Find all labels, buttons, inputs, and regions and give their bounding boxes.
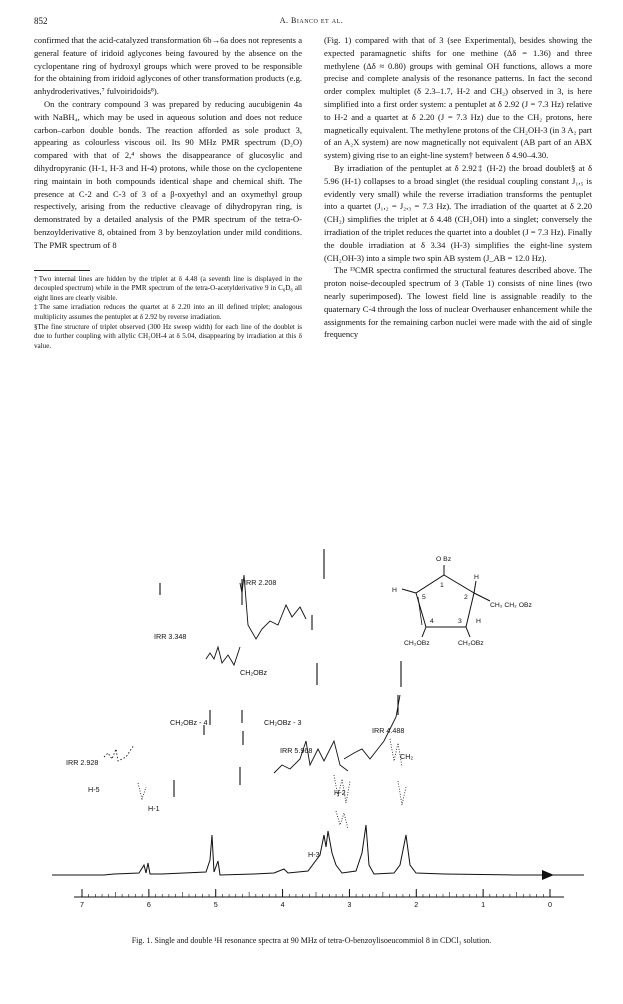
chemical-structure <box>392 556 533 647</box>
label-h2: H-2 <box>334 788 346 797</box>
right-paragraph-1: (Fig. 1) compared with that of 3 (see Experimental), besides showing the expected paramagnetic shifts for one methine (Δδ = 1.36) and three methylene (Δδ ≈ 0.80) groups with geminal OH functions, allows a more precise and complete analysis of the resonance patterns. In fact the second order complex multiplet (δ 2.3–1.7, H-2 and CH₂) observed in 3, is here simplified into a first order system: a pentuplet at δ 2.92 (J = 7.3 Hz) relative to H-2 and a quartet at δ 2.20 (J = 7.3 Hz) due to the CH₂ protons, here magnetically equivalent. The methylene protons of the CH₂OH-3 (in 3 A₂ part of an A₂X system) are now magnetically not equivalent (AB part of an ABX system) giving rise to an eight-line system† between δ 4.90–4.30. <box>324 35 592 161</box>
struct-h-3: H <box>476 618 481 625</box>
struct-n2: 2 <box>464 594 468 601</box>
axis-tick-label: 1 <box>481 900 486 909</box>
label-ch2obz: CH₂OBz <box>240 668 268 677</box>
label-irr-2208: IRR 2.208 <box>244 578 277 587</box>
struct-h-right: H <box>474 574 479 581</box>
label-h3: H-3 <box>308 850 320 859</box>
axis-tick-label: 2 <box>414 900 419 909</box>
figure-caption: Fig. 1. Single and double ¹H resonance spectra at 90 MHz of tetra-O-benzoylisoeucommiol 8 in CDCl₃ solution. <box>131 936 492 945</box>
irr-2928-trace <box>104 745 134 761</box>
footnote-3: §The fine structure of triplet observed (300 Hz sweep width) for each line of the doublet is due to further coupling with allylic CH₂OH-4 at δ 5.04, disappearing by irradiation at this δ value. <box>34 322 302 350</box>
struct-n4: 4 <box>430 618 434 625</box>
struct-obz-top: O Bz <box>436 556 452 563</box>
label-h1: H-1 <box>148 804 160 813</box>
footnotes <box>34 275 302 352</box>
label-ch2obz-3: CH₂OBz - 3 <box>264 718 302 727</box>
bond-side-chain <box>474 593 490 601</box>
struct-sub-4: CH₂OBz <box>404 640 430 647</box>
axis-tick-label: 0 <box>548 900 552 909</box>
irr-3348-trace <box>206 647 240 665</box>
axis-tick-label: 3 <box>347 900 352 909</box>
struct-n3: 3 <box>458 618 462 625</box>
bond-h-right <box>474 581 476 593</box>
struct-sub-3: CH₂OBz <box>458 640 484 647</box>
axis-tick-label: 6 <box>146 900 151 909</box>
label-h5: H-5 <box>88 785 100 794</box>
label-irr-2928: IRR 2.928 <box>66 758 99 767</box>
label-irr-3348: IRR 3.348 <box>154 632 187 641</box>
label-irr-5968: IRR 5.968 <box>280 746 313 755</box>
cyclopentene-ring <box>416 575 474 627</box>
nmr-spectrum-svg <box>44 535 584 930</box>
footnote-rule <box>34 270 90 271</box>
bond-h-left <box>402 589 416 593</box>
bond-c4-sub <box>422 627 426 637</box>
label-ch2: CH₂ <box>400 752 414 761</box>
label-irr-4488: IRR 4.488 <box>372 726 405 735</box>
axis-tick-label: 5 <box>213 900 218 909</box>
right-column <box>324 34 592 341</box>
running-head: A. Bianco et al. <box>279 16 344 25</box>
ppm-axis-minor-ticks <box>82 892 550 897</box>
footnote-2: ‡The same irradiation reduces the quartet at δ 2.20 into an ill defined triplet; analogous multiplicity assumes the pentuplet at δ 2.92 by reverse irradiation. <box>34 303 302 321</box>
left-paragraph-2: On the contrary compound 3 was prepared by reducing aucubigenin 4a with NaBH₄, which may be used in aqueous solution and does not reduce carbon–carbon double bonds. The reaction afforded as sole product 3, appearing as colourless viscous oil. Its 90 MHz PMR spectrum (D₂O) compared with that of 2,⁴ shows the disappearance of glucosylic and dihydropyranic (H-1, H-3 and H-4) protons, while those on the cyclopentene ring maintain in both compounds identical shape and chemical shift. The presence at C-2 and C-3 of 3 of a β-oxyethyl and an oxymethyl group respectively, arising from the reductive cleavage of dihydropyran ring, is demonstrated by a detailed analysis of the PMR spectrum of the tetra-O-benzoylderivative 8, obtained from 3 by benzoylation under mild conditions. The PMR spectrum of 8 <box>34 98 302 250</box>
footnote-1: †Two internal lines are hidden by the triplet at δ 4.48 (a seventh line is displayed in the decoupled spectrum) while in the PMR spectrum of the tetra-O-acetylderivative 9 in C₆D₆ all eight lines are clearly visible. <box>34 274 302 302</box>
right-paragraph-3: The ¹³CMR spectra confirmed the structural features described above. The proton noise-decoupled spectrum of 3 (Table 1) consists of nine lines (two nearly superimposed). The lowest field line is assignable readily to the quaternary C-4 through the loss of nuclear Overhauser enhancement while the assignments for the remaining carbon nuclei were made with the aid of single frequency <box>324 265 592 340</box>
bond-c3-sub <box>466 627 470 637</box>
peak-sticks <box>160 549 401 797</box>
nmr-spectrum-figure <box>44 535 584 930</box>
struct-n1: 1 <box>440 582 444 589</box>
right-end-marker <box>542 870 554 880</box>
label-ch2obz-4: CH₂OBz - 4 <box>170 718 208 727</box>
left-column <box>34 34 302 351</box>
struct-side-chain: CH₂ CH₂ OBz <box>490 602 532 609</box>
axis-tick-label: 4 <box>280 900 285 909</box>
axis-tick-label: 7 <box>80 900 84 909</box>
struct-h-left: H <box>392 587 397 594</box>
left-paragraph-1: confirmed that the acid-catalyzed transformation 6b→6a does not represents a general feature of iridoid aglycones being favoured by the absence on the cyclopentane ring of hydroxyl groups which were proved to be responsible for the obtaining from iridoid aglycones of other transformation products (e.g. anhydroderivatives,⁷ fulvoiridoids⁸). <box>34 35 302 97</box>
page-number: 852 <box>34 16 48 26</box>
ppm-axis-tick-labels <box>80 900 552 909</box>
dotted-multiplets <box>138 739 406 829</box>
struct-n5: 5 <box>422 594 426 601</box>
right-paragraph-2: By irradiation of the pentuplet at δ 2.92‡ (H-2) the broad doublet§ at δ 5.96 (H-1) collapses to a broad singlet (the residual coupling constant J₁,₅ is evidently very small) while the reverse irradiation transforms the pentuplet into a quartet (J₁,₂ = J₂,₃ = 7.3 Hz). The irradiation of the quartet at δ 2.20 (CH₂) simplifies the triplet at δ 4.48 (CH₂OH) into a singlet; conversely the irradiation of the triplet reduces the quartet into a doublet (J = 7.3 Hz). Finally the double irradiation at δ 3.34 (H-3) simplifies the eight-line system (CH₂OH-3) into a simple two spin AB system (J_AB = 12.0 Hz). <box>324 162 592 263</box>
